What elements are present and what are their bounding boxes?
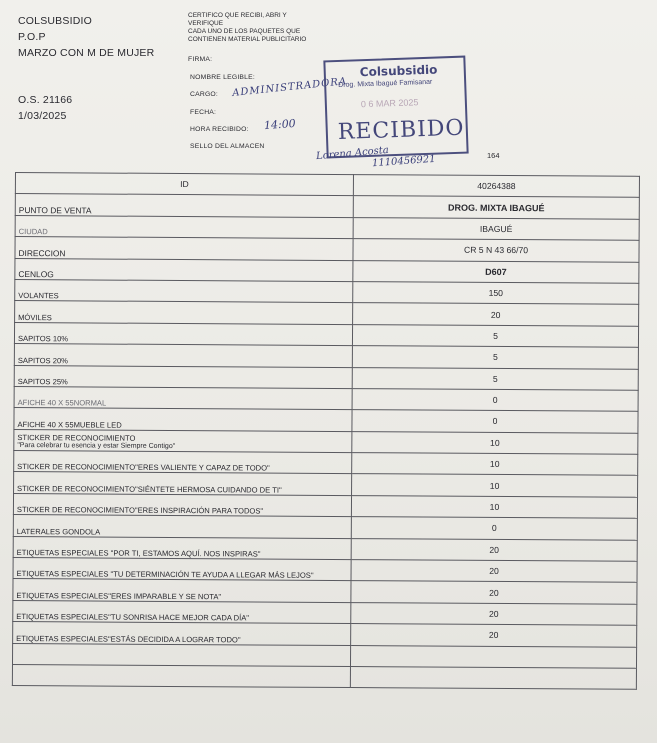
row-label: SAPITOS 25% xyxy=(14,365,352,388)
row-label: SAPITOS 10% xyxy=(14,322,352,345)
row-value xyxy=(350,667,636,690)
label-firma: FIRMA: xyxy=(188,56,213,63)
row-label: AFICHE 40 X 55MUEBLE LED xyxy=(14,408,352,431)
company-name: COLSUBSIDIO xyxy=(18,15,92,27)
row-value: IBAGUÉ xyxy=(353,217,639,240)
campaign-name: MARZO CON M DE MUJER xyxy=(18,47,155,59)
received-stamp xyxy=(323,56,468,159)
row-label: STICKER DE RECONOCIMIENTO"SIÉNTETE HERMOSA CUIDANDO DE TI" xyxy=(14,472,352,495)
table-row xyxy=(13,558,637,583)
row-value: 5 xyxy=(352,324,638,347)
stamp-received: RECIBIDO xyxy=(337,115,465,146)
row-value: 0 xyxy=(351,517,637,540)
row-label: ETIQUETAS ESPECIALES"ESTÁS DECIDIDA A LOGRAR TODO" xyxy=(13,622,351,645)
row-label: ETIQUETAS ESPECIALES "TU DETERMINACIÓN TE AYUDA A LLEGAR MÁS LEJOS" xyxy=(13,558,351,581)
id-value: 40264388 xyxy=(353,175,639,198)
row-value: 0 xyxy=(352,388,638,411)
table-row xyxy=(14,451,638,476)
row-value: 20 xyxy=(353,303,639,326)
id-label: ID xyxy=(15,173,353,196)
row-label: ETIQUETAS ESPECIALES "POR TI, ESTAMOS AQUÍ. NOS INSPIRAS" xyxy=(13,536,351,559)
handwritten-id-number: 1110456921 xyxy=(371,153,436,170)
row-label: CIUDAD xyxy=(15,215,353,238)
label-cargo: CARGO: xyxy=(190,91,219,98)
row-value: 20 xyxy=(351,581,637,604)
row-label: PUNTO DE VENTA xyxy=(15,194,353,217)
order-number: O.S. 21166 xyxy=(18,94,73,106)
doc-type: P.O.P xyxy=(18,31,46,43)
row-label: ETIQUETAS ESPECIALES"ERES IMPARABLE Y SE NOTA" xyxy=(13,579,351,602)
stamp-date: 0 6 MAR 2025 xyxy=(360,97,419,110)
table-row xyxy=(14,408,638,433)
row-label: CENLOG xyxy=(15,258,353,281)
table-row xyxy=(14,472,638,497)
row-label: MÓVILES xyxy=(15,301,353,324)
label-fecha: FECHA: xyxy=(190,109,217,116)
certificate-line-2: VERIFIQUE xyxy=(188,20,224,27)
row-label: SAPITOS 20% xyxy=(14,344,352,367)
signature: Lorena Acosta xyxy=(315,144,390,163)
table-row xyxy=(13,493,637,518)
row-value: DROG. MIXTA IBAGUÉ xyxy=(353,196,639,219)
row-value xyxy=(350,645,636,668)
row-label: VOLANTES xyxy=(15,279,353,302)
table-row xyxy=(13,600,637,625)
row-label xyxy=(14,429,352,452)
row-label: ETIQUETAS ESPECIALES"TU SONRISA HACE MEJOR CADA DÍA" xyxy=(13,600,351,623)
row-value: 10 xyxy=(352,474,638,497)
handwritten-hora: 14:00 xyxy=(263,116,297,133)
stamp-subtitle: Drog. Mixta Ibagué Famisanar xyxy=(338,78,433,90)
row-value: 0 xyxy=(352,410,638,433)
certificate-line-1: CERTIFICO QUE RECIBI, ABRI Y xyxy=(188,12,287,19)
row-label xyxy=(12,643,350,666)
certificate-line-3: CADA UNO DE LOS PAQUETES QUE xyxy=(188,28,301,35)
row-value: 20 xyxy=(351,538,637,561)
label-hora: HORA RECIBIDO: xyxy=(190,126,249,133)
label-nombre: NOMBRE LEGIBLE: xyxy=(190,74,255,81)
row-value: 10 xyxy=(351,495,637,518)
table-row xyxy=(12,664,636,689)
row-label: STICKER DE RECONOCIMIENTO"ERES INSPIRACIÓN PARA TODOS" xyxy=(13,493,351,516)
table-row xyxy=(13,622,637,647)
row-value: 5 xyxy=(352,346,638,369)
materials-table xyxy=(12,172,640,690)
row-value: D607 xyxy=(353,260,639,283)
row-value: 150 xyxy=(353,282,639,305)
row-value: 10 xyxy=(352,453,638,476)
stamp-brand: Colsubsidio xyxy=(359,62,438,80)
row-value: 20 xyxy=(351,602,637,625)
label-sello: SELLO DEL ALMACEN xyxy=(190,143,265,150)
certificate-line-4: CONTIENEN MATERIAL PUBLICITARIO xyxy=(188,36,307,43)
row-label: AFICHE 40 X 55NORMAL xyxy=(14,386,352,409)
row-label: LATERALES GONDOLA xyxy=(13,515,351,538)
table-row xyxy=(13,579,637,604)
row-label: DIRECCION xyxy=(15,237,353,260)
handwritten-cargo: ADMINISTRADORA xyxy=(231,76,348,99)
row-value: 10 xyxy=(352,431,638,454)
row-value: 5 xyxy=(352,367,638,390)
row-label-main: STICKER DE RECONOCIMIENTO xyxy=(17,433,136,443)
row-value: 20 xyxy=(351,624,637,647)
page-number: 164 xyxy=(487,151,500,160)
table-row xyxy=(13,536,637,561)
row-label: STICKER DE RECONOCIMIENTO"ERES VALIENTE Y CAPAZ DE TODO" xyxy=(14,451,352,474)
order-date: 1/03/2025 xyxy=(18,110,67,122)
row-value: CR 5 N 43 66/70 xyxy=(353,239,639,262)
row-value: 20 xyxy=(351,560,637,583)
row-label-sub: "Para celebrar tu esencia y estar Siempre Contigo" xyxy=(17,442,176,451)
row-label xyxy=(12,664,350,687)
